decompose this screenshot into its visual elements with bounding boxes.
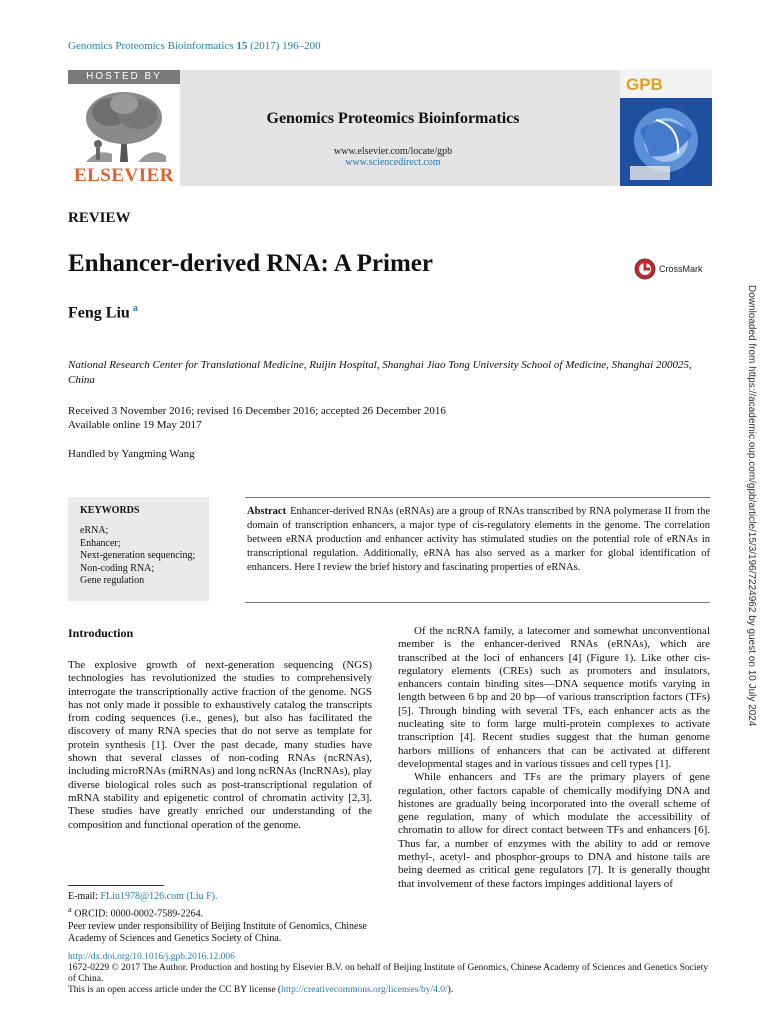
handling-editor: Handled by Yangming Wang bbox=[68, 448, 195, 460]
keyword-item: Enhancer; bbox=[80, 537, 121, 549]
email-link[interactable]: FLiu1978@126.com (Liu F). bbox=[100, 891, 218, 902]
license-line bbox=[68, 985, 718, 996]
keyword-item: eRNA; bbox=[80, 525, 109, 536]
journal-ref-name: Genomics Proteomics Bioinformatics bbox=[68, 40, 234, 52]
abstract-label: Abstract bbox=[247, 506, 287, 517]
license-prefix: This is an open access article under the CC BY license ( bbox=[68, 985, 282, 995]
keyword-item: Next-generation sequencing; bbox=[80, 550, 196, 561]
orcid-mark: a bbox=[68, 904, 72, 914]
license-link[interactable]: http://creativecommons.org/licenses/by/4.0/ bbox=[281, 985, 448, 995]
crossmark-icon bbox=[634, 258, 656, 280]
article-type: REVIEW bbox=[68, 210, 131, 226]
author-name bbox=[68, 303, 138, 322]
hosted-by-label: HOSTED BY bbox=[68, 70, 180, 84]
email-footnote bbox=[68, 891, 372, 904]
abstract-rule-bottom bbox=[245, 602, 710, 603]
right-column bbox=[398, 625, 710, 891]
keywords-list bbox=[80, 525, 195, 588]
download-note-column bbox=[743, 285, 757, 745]
publisher-name: ELSEVIER bbox=[73, 165, 175, 186]
email-label: E-mail: bbox=[68, 891, 98, 902]
orcid-text: ORCID: 0000-0002-7589-2264. bbox=[74, 907, 204, 919]
journal-title: Genomics Proteomics Bioinformatics bbox=[266, 110, 520, 127]
license-suffix: ). bbox=[447, 985, 454, 995]
copyright-text: 1672-0229 © 2017 The Author. Production and hosting by Elsevier B.V. on behalf of Beijing Institute of Genomics, Chinese Academy of Sciences and Genetics Society of China. bbox=[68, 963, 709, 984]
article-dates bbox=[68, 404, 446, 432]
introduction-heading: Introduction bbox=[68, 626, 134, 640]
author-affiliation: National Research Center for Translational Medicine, Ruijin Hospital, Shanghai Jiao Tong University School of Medicine, Shanghai 200025, China bbox=[68, 359, 692, 386]
left-column bbox=[68, 659, 372, 832]
available-online: Available online 19 May 2017 bbox=[68, 419, 202, 431]
orcid-footnote bbox=[68, 904, 372, 921]
received-dates: Received 3 November 2016; revised 16 December 2016; accepted 26 December 2016 bbox=[68, 405, 446, 417]
elsevier-tree-icon bbox=[68, 84, 180, 164]
keywords-heading: KEYWORDS bbox=[80, 505, 140, 516]
body-paragraph: Of the ncRNA family, a latecomer and somewhat unconventional member is the enhancer-derived RNAs (eRNAs), which are transcribed at the loci of enhancers [4] (Figure 1). Like other cis-regulatory elements (CREs) such as promoters and insulators, enhancers contain binding sites—DNA sequence motifs varying in length between 6 bp and 20 bp—of various transcription factors (TFs) [5]. Through binding with several TFs, each enhancer acts as the nucleating site to form large multi-protein complexes to activate transcription [4]. Recent studies suggest that the human genome harbors millions of enhancers that can be activated at different developmental stages and in various tissues and cell types [1]. bbox=[398, 625, 710, 770]
journal-reference[interactable] bbox=[68, 40, 321, 52]
abstract-text: Enhancer-derived RNAs (eRNAs) are a group of RNAs transcribed by RNA polymerase II from the domain of transcription enhancers, a major type of cis-regulatory elements in the genome. The correlation between eRNA production and enhancer activity has stimulated studies on the potential role of eRNAs in transcriptional regulation. Additionally, eRNA has also served as a marker for global identification of enhancers. Here I review the brief history and fascinating properties of eRNAs. bbox=[247, 506, 710, 573]
intro-paragraph: The explosive growth of next-generation sequencing (NGS) technologies has revolutionized the studies to comprehensively interrogate the transcriptionally active fraction of the genome. NGS has not only made it possible to exhaustively catalog the transcripts from coding sequences (i.e., genes), but also has facilitated the discovery of many RNA species that do not serve as template for protein synthesis [1]. Over the past decade, many studies have shown that several classes of non-coding RNAs (ncRNAs), including microRNAs (miRNAs) and long ncRNAs (lncRNAs), play diverse biological roles such as post-transcriptional regulation of mRNA stability and epigenetic control of chromatin activity [2,3]. These studies have greatly enriched our understanding of the composition and functional operation of the genome. bbox=[68, 659, 372, 831]
peer-review-note: Peer review under responsibility of Beijing Institute of Genomics, Chinese Academy of Sciences and Genetics Society of China. bbox=[68, 920, 367, 945]
author-affiliation-mark[interactable]: a bbox=[132, 303, 138, 314]
doi-link[interactable]: http://dx.doi.org/10.1016/j.gpb.2016.12.006 bbox=[68, 952, 235, 962]
copyright-block bbox=[68, 952, 718, 996]
abstract bbox=[247, 505, 710, 575]
journal-ref-volume: 15 bbox=[236, 40, 248, 52]
footnotes bbox=[68, 891, 372, 946]
author-text: Feng Liu bbox=[68, 304, 130, 322]
crossmark-label: CrossMark bbox=[659, 264, 703, 274]
download-note: Downloaded from https://academic.oup.com/gpb/article/15/3/196/7224962 by guest on 10 July 2024 bbox=[746, 285, 757, 727]
crossmark-button[interactable] bbox=[634, 258, 703, 280]
keyword-item: Non-coding RNA; bbox=[80, 562, 155, 574]
abstract-rule-top bbox=[245, 497, 710, 498]
journal-url[interactable]: www.elsevier.com/locate/gpb bbox=[333, 146, 453, 157]
body-paragraph: While enhancers and TFs are the primary players of gene regulation, other factors capable of chemically modifying DNA and histones are gradually being incorporated into the overall scheme of gene regulation, many of which modulate the accessibility of chromatin to allow for direct contact between TFs and enhancers [6]. Thus far, a number of enzymes with the ability to add or remove methyl-, acetyl- and phosphor-groups to DNA and histone tails are being deemed as critical gene regulators [7]. It is generally thought that involvement of these factors impinges additional layers of bbox=[398, 771, 710, 890]
journal-ref-rest: (2017) 196–200 bbox=[250, 40, 321, 52]
journal-cover-art bbox=[620, 70, 712, 186]
journal-cover-image[interactable] bbox=[620, 70, 712, 186]
cover-label: GPB bbox=[626, 75, 663, 94]
article-title: Enhancer-derived RNA: A Primer bbox=[68, 250, 433, 277]
sciencedirect-url[interactable]: www.sciencedirect.com bbox=[345, 157, 441, 168]
keyword-item: Gene regulation bbox=[80, 575, 145, 586]
footnote-rule bbox=[68, 885, 164, 886]
